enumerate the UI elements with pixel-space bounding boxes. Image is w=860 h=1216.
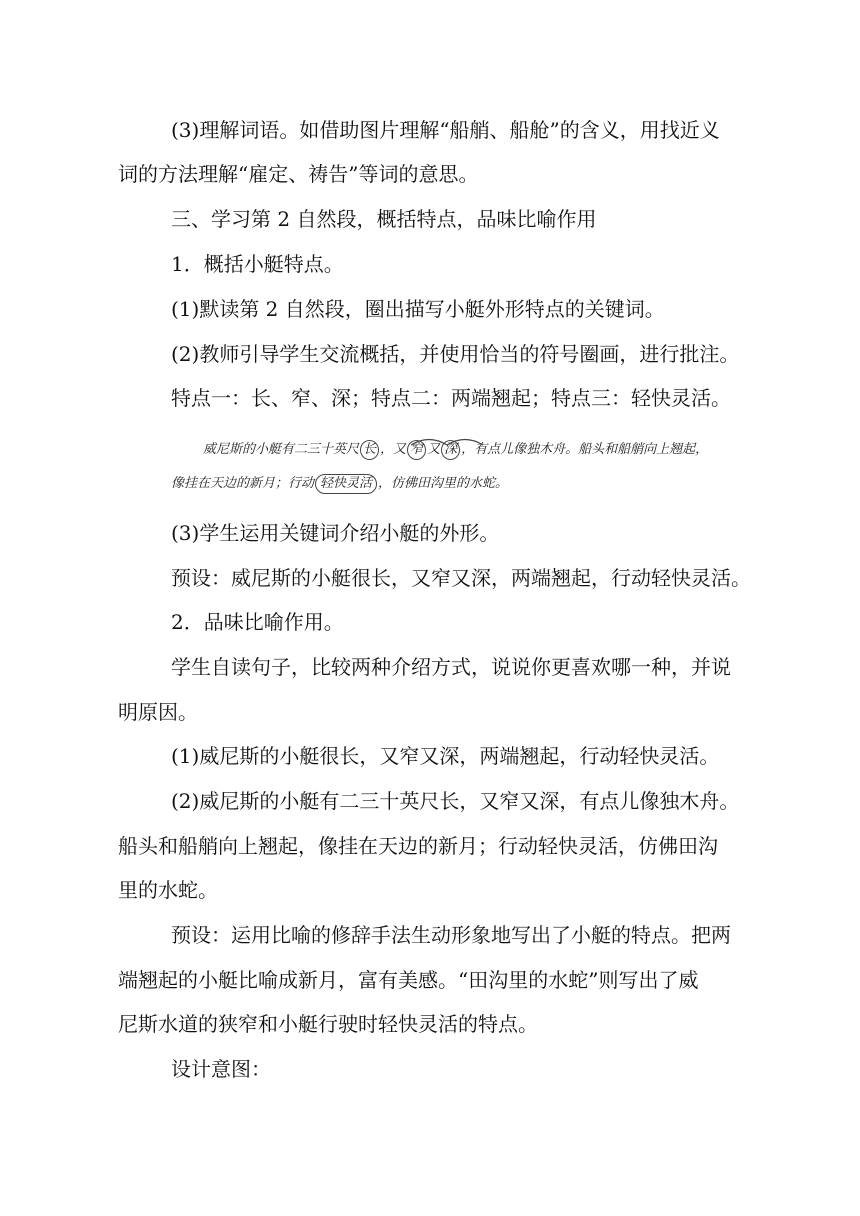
excerpt-text: 像挂在天边的新月；行动 [171,476,315,491]
excerpt-text: 威尼斯的小艇有二三十英尺 [203,442,360,457]
excerpt-text: ，又 [380,442,407,457]
excerpt-text: ，仿佛田沟里的水蛇。 [378,476,509,491]
paragraph-line: (1)威尼斯的小艇很长，又窄又深，两端翘起，行动轻快灵活。 [171,744,720,768]
paragraph-line: 预设：运用比喻的修辞手法生动形象地写出了小艇的特点。把两 [171,923,731,947]
connector-arcs [409,436,489,446]
excerpt-text: 又 [427,442,441,457]
annotated-excerpt-image [171,436,771,502]
circled-word-long: 长 [360,440,379,460]
paragraph-line: 特点一：长、窄、深；特点二：两端翘起；特点三：轻快灵活。 [171,386,731,410]
paragraph-line: 明原因。 [118,700,198,724]
section-heading: 设计意图： [171,1057,271,1081]
paragraph-line: 预设：威尼斯的小艇很长，又窄又深，两端翘起，行动轻快灵活。 [171,566,751,590]
paragraph-line: (1)默读第 2 自然段，圈出描写小艇外形特点的关键词。 [171,297,665,321]
paragraph-line: (3)理解词语。如借助图片理解“船艄、船舱”的含义，用找近义 [171,118,720,142]
circled-word-narrow: 窄 [407,440,426,460]
paragraph-line: 词的方法理解“雇定、祷告”等词的意思。 [118,162,479,186]
paragraph-line: (3)学生运用关键词介绍小艇的外形。 [171,521,500,545]
circled-phrase-light-agile: 轻快灵活 [315,474,377,494]
excerpt-line-2 [171,474,508,494]
paragraph-line: 端翘起的小艇比喻成新月，富有美感。“田沟里的水蛇”则写出了威 [118,968,699,992]
subsection-heading: 2．品味比喻作用。 [171,610,344,634]
paragraph-line: (2)威尼斯的小艇有二三十英尺长，又窄又深，有点儿像独木舟。 [171,789,740,813]
subsection-heading: 1．概括小艇特点。 [171,252,344,276]
paragraph-line: 尼斯水道的狭窄和小艇行驶时轻快灵活的特点。 [118,1012,538,1036]
section-heading: 三、学习第 2 自然段，概括特点，品味比喻作用 [171,207,597,231]
paragraph-line: 学生自读句子，比较两种介绍方式，说说你更喜欢哪一种，并说 [171,655,731,679]
paragraph-line: (2)教师引导学生交流概括，并使用恰当的符号圈画，进行批注。 [171,342,740,366]
paragraph-line: 里的水蛇。 [118,878,218,902]
paragraph-line: 船头和船艄向上翘起，像挂在天边的新月；行动轻快灵活，仿佛田沟 [118,834,718,858]
excerpt-text: ，有点儿像独木舟。船头和船艄向上翘起， [461,442,709,457]
circled-word-deep: 深 [441,440,460,460]
